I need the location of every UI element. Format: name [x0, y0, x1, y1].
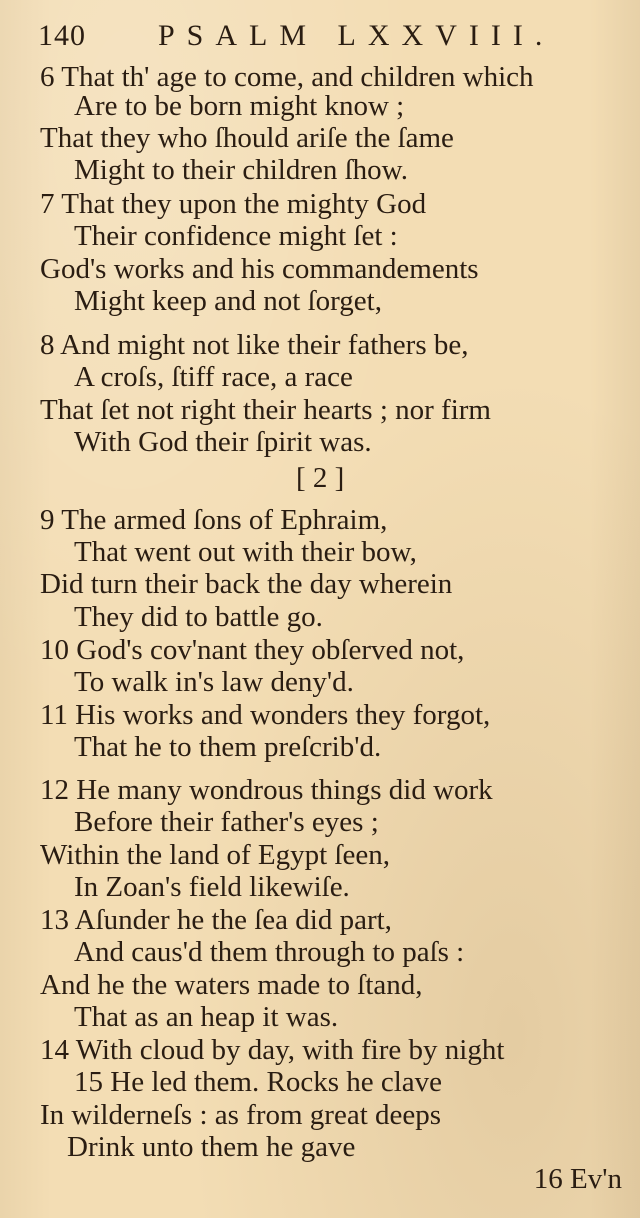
verse-line: Are to be born might know ; — [74, 90, 405, 122]
verse-line: That as an heap it was. — [74, 1001, 339, 1033]
verse-line: Within the land of Egypt ſeen, — [40, 839, 390, 871]
running-title: PSALM LXXVIII. — [158, 19, 555, 52]
verse-line: 6 That th' age to come, and children which — [40, 61, 534, 93]
page-number: 140 — [38, 19, 86, 52]
verse-line: That went out with their bow, — [74, 536, 417, 568]
verse-line: Might to their children ſhow. — [74, 154, 408, 186]
verse-line: 15 He led them. Rocks he clave — [74, 1066, 443, 1098]
verse-line: 9 The armed ſons of Ephraim, — [40, 504, 388, 536]
verse-line: 10 God's cov'nant they obſerved not, — [40, 634, 465, 666]
section-marker: [ 2 ] — [296, 462, 345, 494]
verse-line: Before their father's eyes ; — [74, 806, 379, 838]
verse-line: God's works and his commandements — [40, 253, 479, 285]
page-header — [38, 16, 598, 56]
verse-line: They did to battle go. — [74, 601, 323, 633]
verse-line: 13 Aſunder he the ſea did part, — [40, 904, 392, 936]
verse-line: 7 That they upon the mighty God — [40, 188, 427, 220]
verse-line: 12 He many wondrous things did work — [40, 774, 493, 806]
catchword: 16 Ev'n — [533, 1163, 622, 1195]
verse-line: 14 With cloud by day, with fire by night — [40, 1034, 505, 1066]
verse-line: Their confidence might ſet : — [74, 220, 398, 252]
verse-line: In Zoan's field likewiſe. — [74, 871, 350, 903]
verse-line: And caus'd them through to paſs : — [74, 936, 465, 968]
verse-line: With God their ſpirit was. — [74, 426, 372, 458]
verse-line: That they who ſhould ariſe the ſame — [40, 122, 454, 154]
verse-line: That he to them preſcrib'd. — [74, 731, 382, 763]
verse-line: To walk in's law deny'd. — [74, 666, 354, 698]
verse-line: That ſet not right their hearts ; nor firm — [40, 394, 491, 426]
verse-line: 11 His works and wonders they forgot, — [40, 699, 491, 731]
verse-line: Might keep and not ſorget, — [74, 285, 382, 317]
verse-line: A croſs, ſtiff race, a race — [74, 361, 353, 393]
verse-line: Drink unto them he gave — [67, 1131, 356, 1163]
verse-line: Did turn their back the day wherein — [40, 568, 453, 600]
verse-line: And he the waters made to ſtand, — [40, 969, 423, 1001]
verse-line: In wilderneſs : as from great deeps — [40, 1099, 442, 1131]
verse-line: 8 And might not like their fathers be, — [40, 329, 469, 361]
